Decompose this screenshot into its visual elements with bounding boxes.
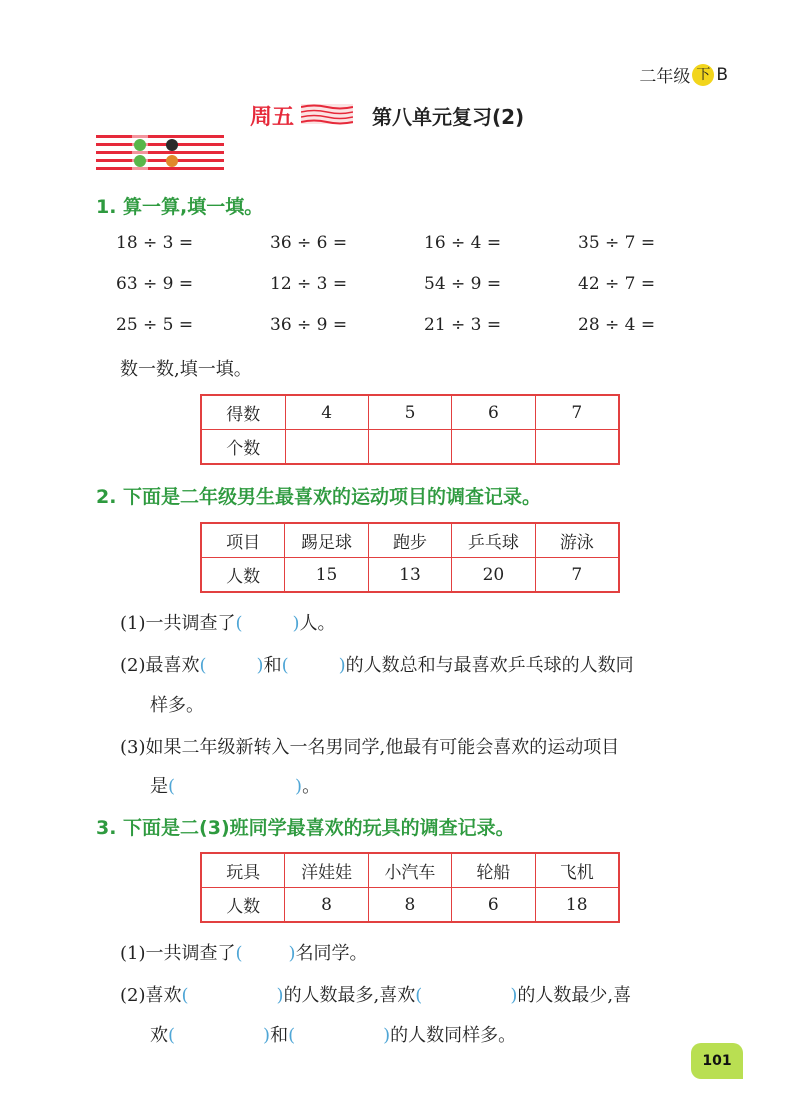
answer-cell[interactable] [535,430,619,465]
equation: 21 ÷ 3 = [424,315,502,335]
equation: 25 ÷ 5 = [116,315,194,335]
equation: 18 ÷ 3 = [116,233,194,253]
table-cell: 20 [452,558,535,593]
question-2-title: 2. 下面是二年级男生最喜欢的运动项目的调查记录。 [96,486,542,508]
table-cell: 乒乓球 [452,523,535,558]
grade-circle: 下 [692,64,714,86]
table-cell: 7 [535,558,619,593]
table-cell: 13 [368,558,451,593]
question-3-title: 3. 下面是二(3)班同学最喜欢的玩具的调查记录。 [96,817,515,839]
equation: 42 ÷ 7 = [578,274,656,294]
table-cell: 项目 [201,523,285,558]
table-cell: 人数 [201,888,285,923]
question-2-sub-3: (3)如果二年级新转入一名男同学,他最有可能会喜欢的运动项目 [120,737,620,758]
answer-blank[interactable]: ( ) [168,1025,271,1046]
table-cell: 小汽车 [368,853,451,888]
answer-blank[interactable]: ( ) [199,655,264,676]
table-row [201,888,619,923]
table-cell: 玩具 [201,853,285,888]
table-cell: 6 [452,888,535,923]
decorative-stripes-icon [96,133,224,173]
table-cell: 18 [535,888,619,923]
unit-title: 第八单元复习(2) [372,105,525,129]
answer-blank[interactable]: ( ) [235,943,296,964]
question-3-sub-1: (1)一共调查了( )名同学。 [120,943,368,964]
answer-cell[interactable] [368,430,451,465]
answer-cell[interactable] [452,430,535,465]
table-row [201,853,619,888]
table-row [201,558,619,593]
equation: 12 ÷ 3 = [270,274,348,294]
equation: 28 ÷ 4 = [578,315,656,335]
table-cell: 6 [452,395,535,430]
table-cell: 8 [368,888,451,923]
equation: 16 ÷ 4 = [424,233,502,253]
grade-prefix: 二年级 [639,67,691,87]
table-cell: 洋娃娃 [285,853,368,888]
answer-cell[interactable] [285,430,368,465]
table-cell: 7 [535,395,619,430]
equation: 35 ÷ 7 = [578,233,656,253]
question-3-sub-2: (2)喜欢( )的人数最多,喜欢( )的人数最少,喜 [120,985,632,1006]
table-cell: 跑步 [368,523,451,558]
equation: 36 ÷ 6 = [270,233,348,253]
toy-survey-table [200,852,620,923]
answer-blank[interactable]: ( ) [288,1025,391,1046]
answer-blank[interactable]: ( ) [415,985,518,1006]
table-cell: 15 [285,558,368,593]
table-cell: 游泳 [535,523,619,558]
equation: 63 ÷ 9 = [116,274,194,294]
table-cell: 4 [285,395,368,430]
question-2-sub-3-cont: 是( )。 [150,776,321,797]
table-cell: 个数 [201,430,285,465]
grade-suffix: B [716,64,728,85]
grade-label [639,62,728,87]
day-label: 周五 [250,105,295,130]
table-row [201,523,619,558]
answer-blank[interactable]: ( ) [235,613,300,634]
table-cell: 踢足球 [285,523,368,558]
ribbon-decoration-icon [301,102,353,126]
answer-blank[interactable]: ( ) [181,985,284,1006]
results-count-table [200,394,620,465]
question-1-title: 1. 算一算,填一填。 [96,196,264,218]
table-cell: 飞机 [535,853,619,888]
table-cell: 人数 [201,558,285,593]
sports-survey-table [200,522,620,593]
table-cell: 轮船 [452,853,535,888]
question-2-sub-1: (1)一共调查了( )人。 [120,613,336,634]
question-2-sub-2-cont: 样多。 [150,695,204,716]
question-2-sub-2: (2)最喜欢( )和( )的人数总和与最喜欢乒乓球的人数同 [120,655,634,676]
equation: 54 ÷ 9 = [424,274,502,294]
table-cell: 8 [285,888,368,923]
answer-blank[interactable]: ( ) [281,655,346,676]
equation: 36 ÷ 9 = [270,315,348,335]
table-cell: 得数 [201,395,285,430]
answer-blank[interactable]: ( ) [168,776,303,797]
table-cell: 5 [368,395,451,430]
table-row [201,430,619,465]
page-number: 101 [691,1043,743,1079]
table-row [201,395,619,430]
count-instruction: 数一数,填一填。 [120,359,252,380]
question-3-sub-2-cont: 欢( )和( )的人数同样多。 [150,1025,517,1046]
